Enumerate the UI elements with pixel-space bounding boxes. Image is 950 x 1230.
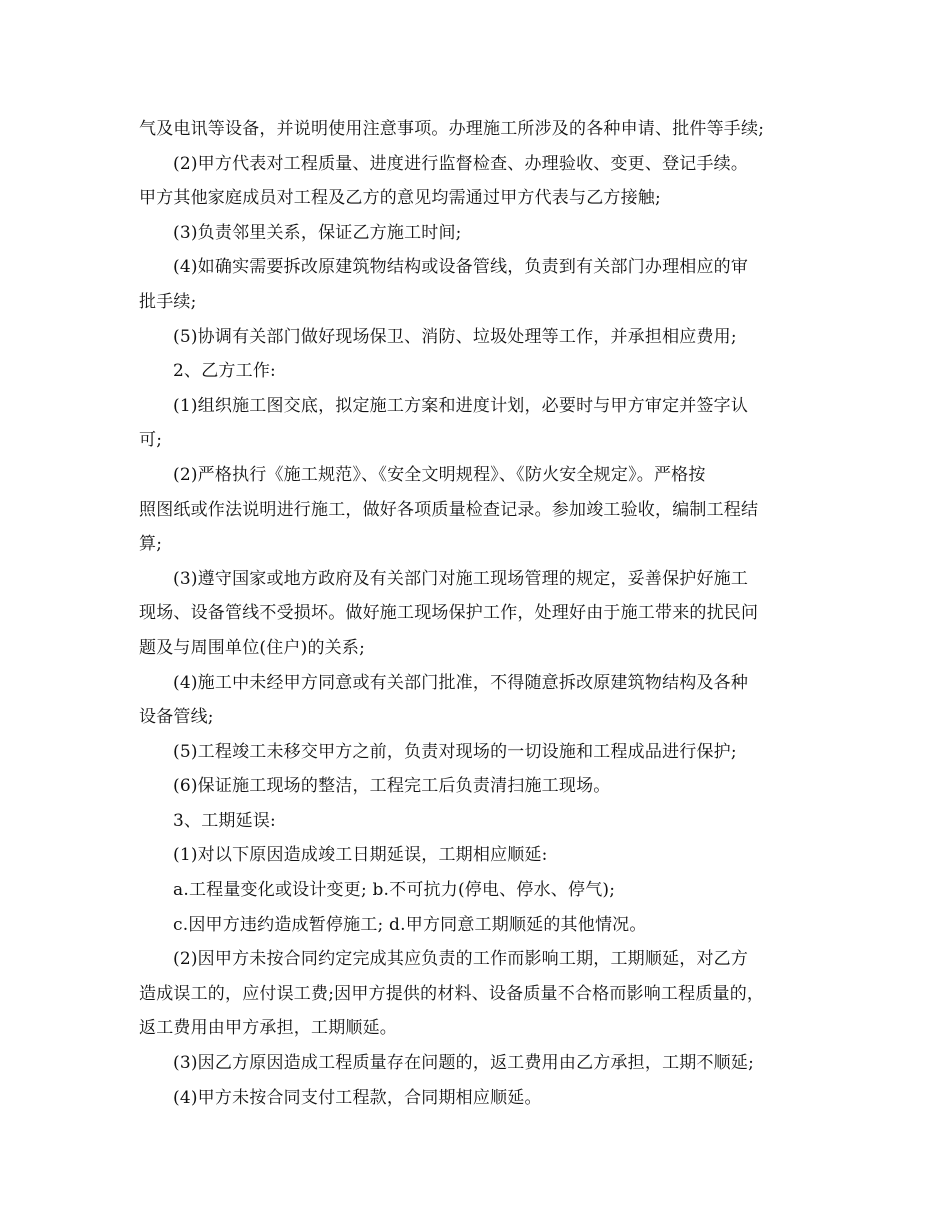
text-line: 照图纸或作法说明进行施工，做好各项质量检查记录。参加竣工验收，编制工程结 xyxy=(139,499,759,520)
text-line: (2)甲方代表对工程质量、进度进行监督检查、办理验收、变更、登记手续。 xyxy=(173,153,749,174)
text-line: 设备管线; xyxy=(139,707,214,728)
text-line: 批手续; xyxy=(139,291,197,312)
text-line: 算; xyxy=(139,534,163,555)
text-line: 可; xyxy=(139,430,163,451)
text-line: 返工费用由甲方承担，工期顺延。 xyxy=(139,1018,397,1039)
text-line: (3)因乙方原因造成工程质量存在问题的，返工费用由乙方承担，工期不顺延; xyxy=(173,1053,755,1074)
text-line: c.因甲方违约造成暂停施工; d.甲方同意工期顺延的其他情况。 xyxy=(173,914,647,935)
text-line: (6)保证施工现场的整洁，工程完工后负责清扫施工现场。 xyxy=(173,776,611,797)
text-line: (5)工程竣工未移交甲方之前，负责对现场的一切设施和工程成品进行保护; xyxy=(173,741,737,762)
text-line: 气及电讯等设备，并说明使用注意事项。办理施工所涉及的各种申请、批件等手续; xyxy=(139,119,765,139)
text-line: (1)组织施工图交底，拟定施工方案和进度计划，必要时与甲方审定并签字认 xyxy=(173,395,749,416)
text-line: (2)因甲方未按合同约定完成其应负责的工作而影响工期，工期顺延，对乙方 xyxy=(173,949,749,970)
text-line: (3)遵守国家或地方政府及有关部门对施工现场管理的规定，妥善保护好施工 xyxy=(173,568,749,589)
text-line: (2)严格执行《施工规范》、《安全文明规程》、《防火安全规定》。严格按 xyxy=(173,464,706,485)
text-line: (4)如确实需要拆改原建筑物结构或设备管线，负责到有关部门办理相应的审 xyxy=(173,257,749,278)
text-line: (4)施工中未经甲方同意或有关部门批准，不得随意拆改原建筑物结构及各种 xyxy=(173,672,749,693)
document-body xyxy=(139,112,819,1115)
text-line: 造成误工的，应付误工费;因甲方提供的材料、设备质量不合格而影响工程质量的， xyxy=(139,983,765,1004)
text-line: 3、工期延误: xyxy=(173,810,276,831)
text-line: (1)对以下原因造成竣工日期延误，工期相应顺延: xyxy=(173,845,548,866)
text-line: 2、乙方工作: xyxy=(173,361,276,382)
text-line: 现场、设备管线不受损坏。做好施工现场保护工作，处理好由于施工带来的扰民问 xyxy=(139,603,759,624)
text-line: a.工程量变化或设计变更; b.不可抗力(停电、停水、停气); xyxy=(173,880,616,901)
text-line: 题及与周围单位(住户)的关系; xyxy=(139,637,365,658)
text-line: (3)负责邻里关系，保证乙方施工时间; xyxy=(173,222,462,243)
text-line: (5)协调有关部门做好现场保卫、消防、垃圾处理等工作，并承担相应费用; xyxy=(173,326,737,347)
text-line: 甲方其他家庭成员对工程及乙方的意见均需通过甲方代表与乙方接触; xyxy=(139,188,661,209)
text-line: (4)甲方未按合同支付工程款，合同期相应顺延。 xyxy=(173,1087,542,1108)
